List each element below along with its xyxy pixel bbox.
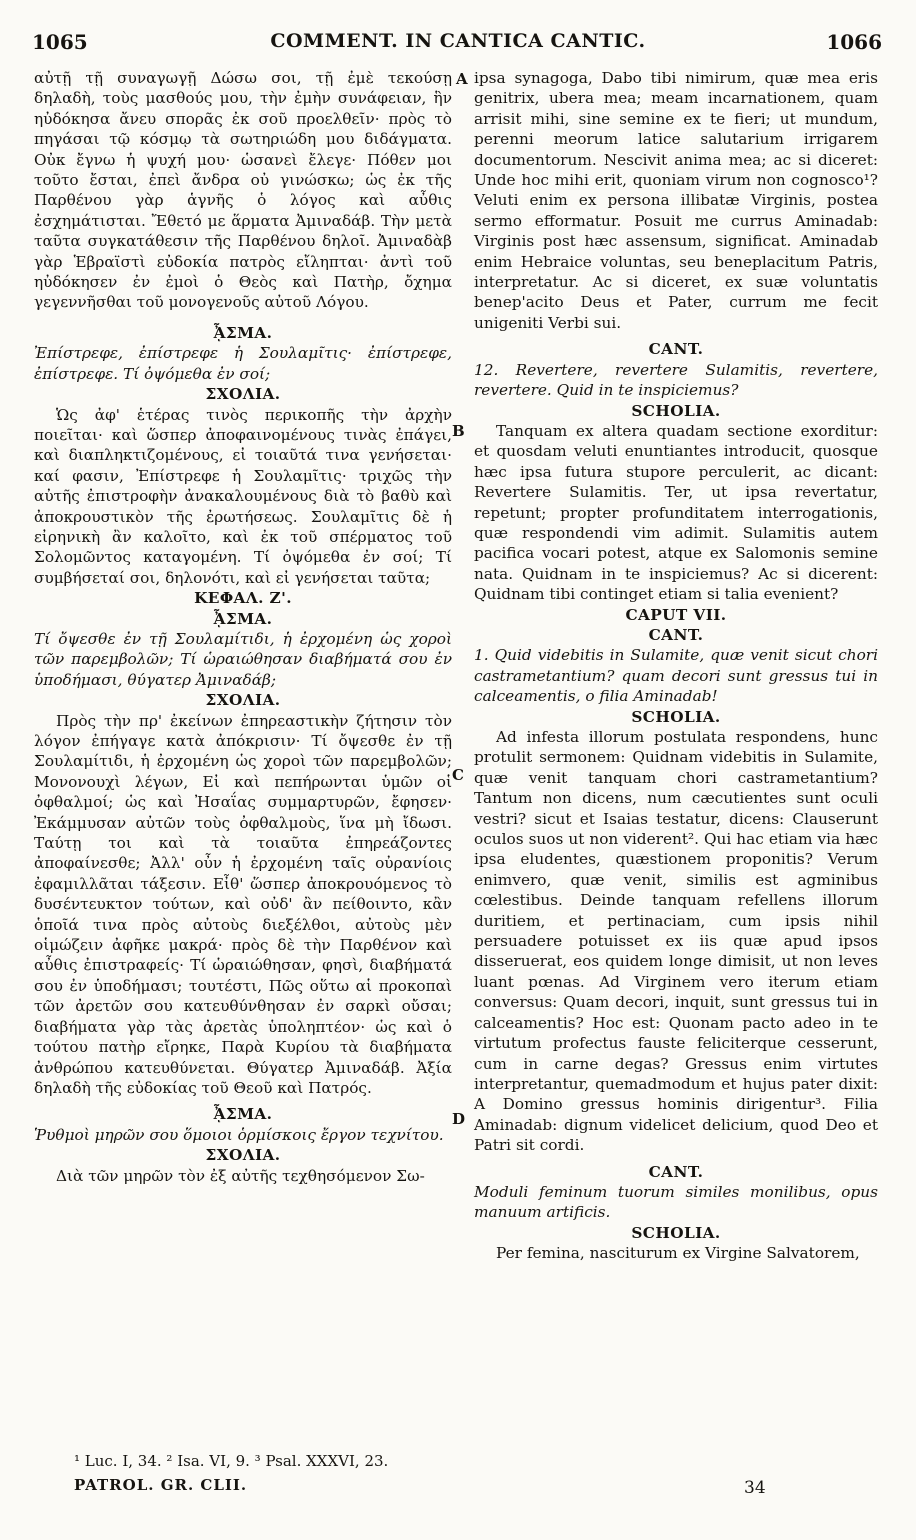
latin-heading-scholia: SCHOLIA.: [631, 1223, 721, 1242]
latin-chapter-heading: CAPUT VII.: [625, 605, 727, 624]
margin-letter: B: [452, 422, 465, 440]
latin-paragraph: ipsa synagoga, Dabo tibi nimirum, quæ mea eris genitrix, ubera mea; meam incarnationem, quam arrisit mihi, sine semine ex te fieri; ut mundum, perenni meorum latice salutarium irrigarem documentorum. Nescivit anima mea; ac si diceret: Unde hoc mihi erit, quoniam virum non cognosco¹? Veluti enim ex persona illibatæ Virginis, postea sermo efformatur. Posuit me currus Aminadab: Virginis post hæc assensum, significat. Aminadab enim Hebraice voluntas, seu beneplacitum Patris, interpretatur. Ac si diceret, ex suæ voluntatis benep'acito Deus et Pater, currum me fecit unigeniti Verbi sui.: [474, 69, 878, 332]
greek-chapter-heading: ΚΕΦΑΛ. Ζ'.: [194, 589, 292, 608]
margin-letter: A: [456, 70, 468, 88]
latin-paragraph: Per femina, nasciturum ex Virgine Salvatorem,: [496, 1244, 860, 1263]
latin-heading-scholia: SCHOLIA.: [631, 707, 721, 726]
latin-heading-scholia: SCHOLIA.: [631, 401, 721, 420]
latin-canticle-verse: 12. Revertere, revertere Sulamitis, revertere, revertere. Quid in te inspiciemus?: [474, 360, 878, 400]
latin-canticle-verse: 1. Quid videbitis in Sulamite, quæ venit sicut chori castrametantium? quam decori sunt gressus tui in calceamentis, o filia Aminadab!: [474, 646, 878, 706]
greek-paragraph: Πρὸς τὴν πρ' ἐκείνων ἐπηρεαστικὴν ζήτησιν τὸν λόγον ἐπήγαγε κατὰ ἀπόκρισιν· Τί ὄψεσθε ἐν τῇ Σουλαμίτιδι, ἡ ἐρχομένη ὡς χοροὶ τῶν παρεμβολῶν; Μονονουχὶ λέγων, Εἰ καὶ πεπήρωνται ὑμῶν οἱ ὀφθαλμοί; ὡς καὶ Ἠσαΐας συμμαρτυρῶν, ἔφησεν· Ἐκάμμυσαν αὐτῶν τοὺς ὀφθαλμοὺς, ἵνα μὴ ἴδωσι. Ταύτῃ τοι καὶ τὰ τοιαῦτα ἐπηρεάζοντες ἀποφαίνεσθε; Ἀλλ' οὖν ἡ ἐρχομένη ταῖς οὐρανίοις ἐφαμιλλᾶται τάξεσιν. Εἶθ' ὥσπερ ἀποκρουόμενος τὸ δυσέντευκτον τούτων, καὶ οὐδ' ἂν πείθοιντο, κἂν ὁποῖά τινα πρὸς αὐτοὺς διεξέλθοι, αὐτοὺς μὲν οἱμώζειν ἀφῆκε μακρά· πρὸς δὲ τὴν Παρθένον καὶ αὖθις ἐπιστραφείς· Τί ὡραιώθησαν, φησὶ, διαβήματά σου ἐν ὑποδήμασι; τουτέστι, Πῶς οὕτω αἱ προκοπαὶ τῶν ἀρετῶν σου κατευθύνθησαν ἐν σαρκὶ οὔσαι; διαβήματα γὰρ τὰς ἀρετὰς ὑποληπτέον· ὡς καὶ ὁ τούτου πατὴρ εἴρηκε, Παρὰ Κυρίου τὰ διαβήματα ἀνθρώπου κατευθύνεται. Θύγατερ Ἀμιναδάβ. Ἀξία δηλαδὴ τῆς εὐδοκίας τοῦ Θεοῦ καὶ Πατρός.: [34, 711, 452, 1097]
greek-paragraph: αὐτῇ τῇ συναγωγῇ Δώσω σοι, τῇ ἐμὲ τεκούσῃ δηλαδὴ, τοὺς μασθούς μου, τὴν ἐμὴν συνάφειαν, ἣν ηὐδόκησα ἄνευ σπορᾶς ἐκ σοῦ προελθεῖν· πρὸς τὸ πηγάσαι τῷ κόσμῳ τὰ σωτηριώδη μου διδάγματα. Οὐκ ἔγνω ἡ ψυχή μου· ὡσανεὶ ἔλεγε· Πόθεν μοι τοῦτο ἔσται, ἐπεὶ ἄνδρα οὐ γινώσκω; ὡς ἐκ τῆς Παρθένου γὰρ ἁγνῆς ὁ λόγος καὶ αὖθις ἐσχημάτισται. Ἔθετό με ἅρματα Ἀμιναδάβ. Τὴν μετὰ ταῦτα συγκατάθεσιν τῆς Παρθένου δηλοῖ. Ἀμιναδὰβ γὰρ Ἑβραϊστὶ εὐδοκία πατρὸς εἴληπται· ἀντὶ τοῦ ηὐδόκησεν ἐν ἐμοὶ ὁ Θεὸς καὶ Πατὴρ, ὄχημα γεγεννῆσθαι τοῦ μονογενοῦς αὐτοῦ Λόγου.: [34, 69, 452, 312]
greek-canticle-verse: Τί ὄψεσθε ἐν τῇ Σουλαμίτιδι, ἡ ἐρχομένη ὡς χοροὶ τῶν παρεμβολῶν; Τί ὡραιώθησαν διαβήματά σου ἐν ὑποδήμασι, θύγατερ Ἀμιναδάβ;: [34, 629, 452, 689]
margin-letter: C: [452, 766, 464, 784]
latin-heading-cant: CANT.: [648, 1162, 704, 1181]
greek-paragraph: Διὰ τῶν μηρῶν τὸν ἐξ αὐτῆς τεχθησόμενον Σω-: [56, 1166, 425, 1185]
greek-heading-asma: ᾎΣΜΑ.: [213, 1105, 273, 1124]
greek-canticle-verse: Ῥυθμοὶ μηρῶν σου ὅμοιοι ὁρμίσκοις ἔργον τεχνίτου.: [34, 1125, 444, 1144]
greek-heading-scholia: ΣΧΟΛΙΑ.: [205, 691, 281, 710]
footnotes: ¹ Luc. I, 34. ² Isa. VI, 9. ³ Psal. XXXVI, 23.: [74, 1452, 389, 1470]
running-title: COMMENT. IN CANTICA CANTIC.: [270, 30, 646, 52]
greek-heading-asma: ᾎΣΜΑ.: [213, 323, 273, 342]
latin-paragraph: Ad infesta illorum postulata respondens, hunc protulit sermonem: Quidnam videbitis in Sulamite, quæ venit tanquam chori castrametantium? Tantum non dicens, num cæcutientes sunt oculi vestri? sicut et Isaias testatur, dicens: Clauserunt oculos suos ut non viderent². Qui hac etiam via hæc ipsa eludentes, quæstionem proponitis? Verum enimvero, quæ venit, similis est agminibus cœlestibus. Deinde tanquam refellens illorum duritiem, et pertinaciam, cum ipsis nihil persuadere potuisset ex iis quæ apud ipsos disseruerat, eos quidem longe dimisit, ut non leves luant pœnas. Ad Virginem vero iterum etiam conversus: Quam decori, inquit, sunt gressus tui in calceamentis? Hoc est: Quonam pacto adeo in te virtutum profectus fauste feliciterque cesserunt, cum in carne degas? Gressus enim virtutes interpretantur, quemadmodum et hujus pater dixit: A Domino gressus hominis dirigentur³. Filia Aminadab: dignum videlicet delicium, quod Deo et Patri sit cordi.: [474, 728, 878, 1155]
left-page-number: 1065: [32, 30, 88, 54]
greek-heading-asma: ᾎΣΜΑ.: [213, 609, 273, 628]
greek-heading-scholia: ΣΧΟΛΙΑ.: [205, 385, 281, 404]
latin-paragraph: Tanquam ex altera quadam sectione exorditur: et quosdam veluti enuntiantes introducit, quosque hæc ipsa futura stupore perculerit, ac dicant: Revertere Sulamitis. Ter, ut ipsa revertatur, repetunt; propter profunditatem interrogationis, quæ respondendi vim adimit. Sulamitis autem pacifica vocari potest, atque ex Salomonis semine nata. Quidnam in te inspiciemus? Ac si dicerent: Quidnam tibi continget etiam si talia evenient?: [474, 421, 878, 604]
margin-letter: D: [452, 1110, 466, 1128]
greek-heading-scholia: ΣΧΟΛΙΑ.: [205, 1146, 281, 1165]
page-number: 34: [744, 1478, 766, 1498]
greek-canticle-verse: Ἐπίστρεφε, ἐπίστρεφε ἡ Σουλαμῖτις· ἐπίστρεφε, ἐπίστρεφε. Τί ὀψόμεθα ἐν σοί;: [34, 344, 452, 383]
right-page-number: 1066: [826, 30, 882, 54]
latin-heading-cant: CANT.: [648, 625, 704, 644]
latin-canticle-verse: Moduli feminum tuorum similes monilibus, opus manuum artificis.: [474, 1182, 878, 1222]
greek-paragraph: Ὡς ἀφ' ἑτέρας τινὸς περικοπῆς τὴν ἀρχὴν ποιεῖται· καὶ ὥσπερ ἀποφαινομένους τινὰς ἐπάγει, καὶ διαπληκτιζομένους, εἰ τοιαῦτά τινα γενήσεται· καί φασιν, Ἐπίστρεφε ἡ Σουλαμῖτις· τριχῶς τὴν αὐτῆς ἐπιστροφὴν ἀνακαλουμένους διὰ τὸ βαθὺ καὶ ἀποκρουστικὸν τῆς ἐρωτήσεως. Σουλαμῖτις δὲ ἡ εἰρηνικὴ ἂν καλοῖτο, καὶ ἐκ τοῦ σπέρματος τοῦ Σολομῶντος καταγομένη. Τί ὀψόμεθα ἐν σοί; Τί συμβήσεταί σοι, δηλονότι, καὶ εἰ γενήσεται ταῦτα;: [34, 405, 452, 587]
running-header: [0, 30, 916, 66]
source-signature: PATROL. GR. CLII.: [74, 1476, 248, 1494]
greek-column: [34, 68, 452, 1186]
latin-heading-cant: CANT.: [648, 340, 704, 359]
latin-column: [474, 68, 878, 1264]
